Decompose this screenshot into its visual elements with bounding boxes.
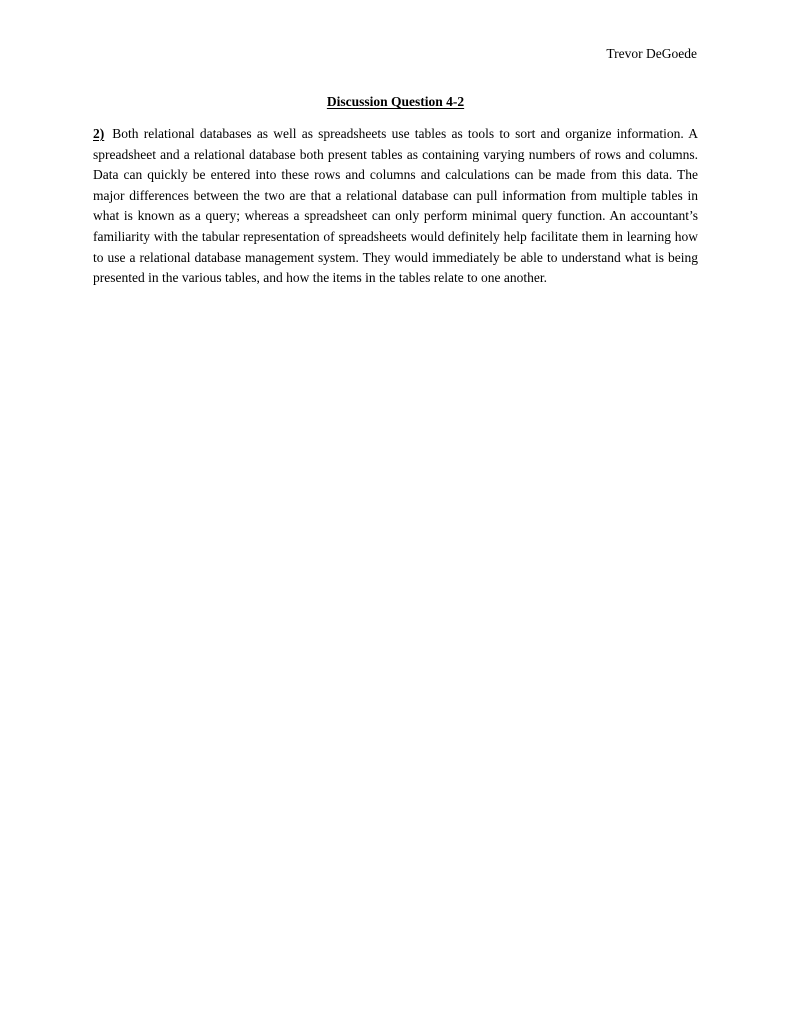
author-name: Trevor DeGoede xyxy=(606,46,697,61)
page-title xyxy=(0,92,791,112)
answer-paragraph xyxy=(93,124,698,289)
title-text: Discussion Question 4-2 xyxy=(326,94,465,109)
answer-text: Both relational databases as well as spreadsheets use tables as tools to sort and organize information. A spreadsheet and a relational database both present tables as containing varying numbers of rows and columns. Data can quickly be entered into these rows and columns and calculations can be made from this data. The major differences between the two are that a relational database can pull information from multiple tables in what is known as a query; whereas a spreadsheet can only perform minimal query function. An accountant’s familiarity with the tabular representation of spreadsheets would definitely help facilitate them in learning how to use a relational database management system. They would immediately be able to understand what is being presented in the various tables, and how the items in the tables relate to one another. xyxy=(93,126,698,286)
question-number: 2) xyxy=(93,126,105,141)
